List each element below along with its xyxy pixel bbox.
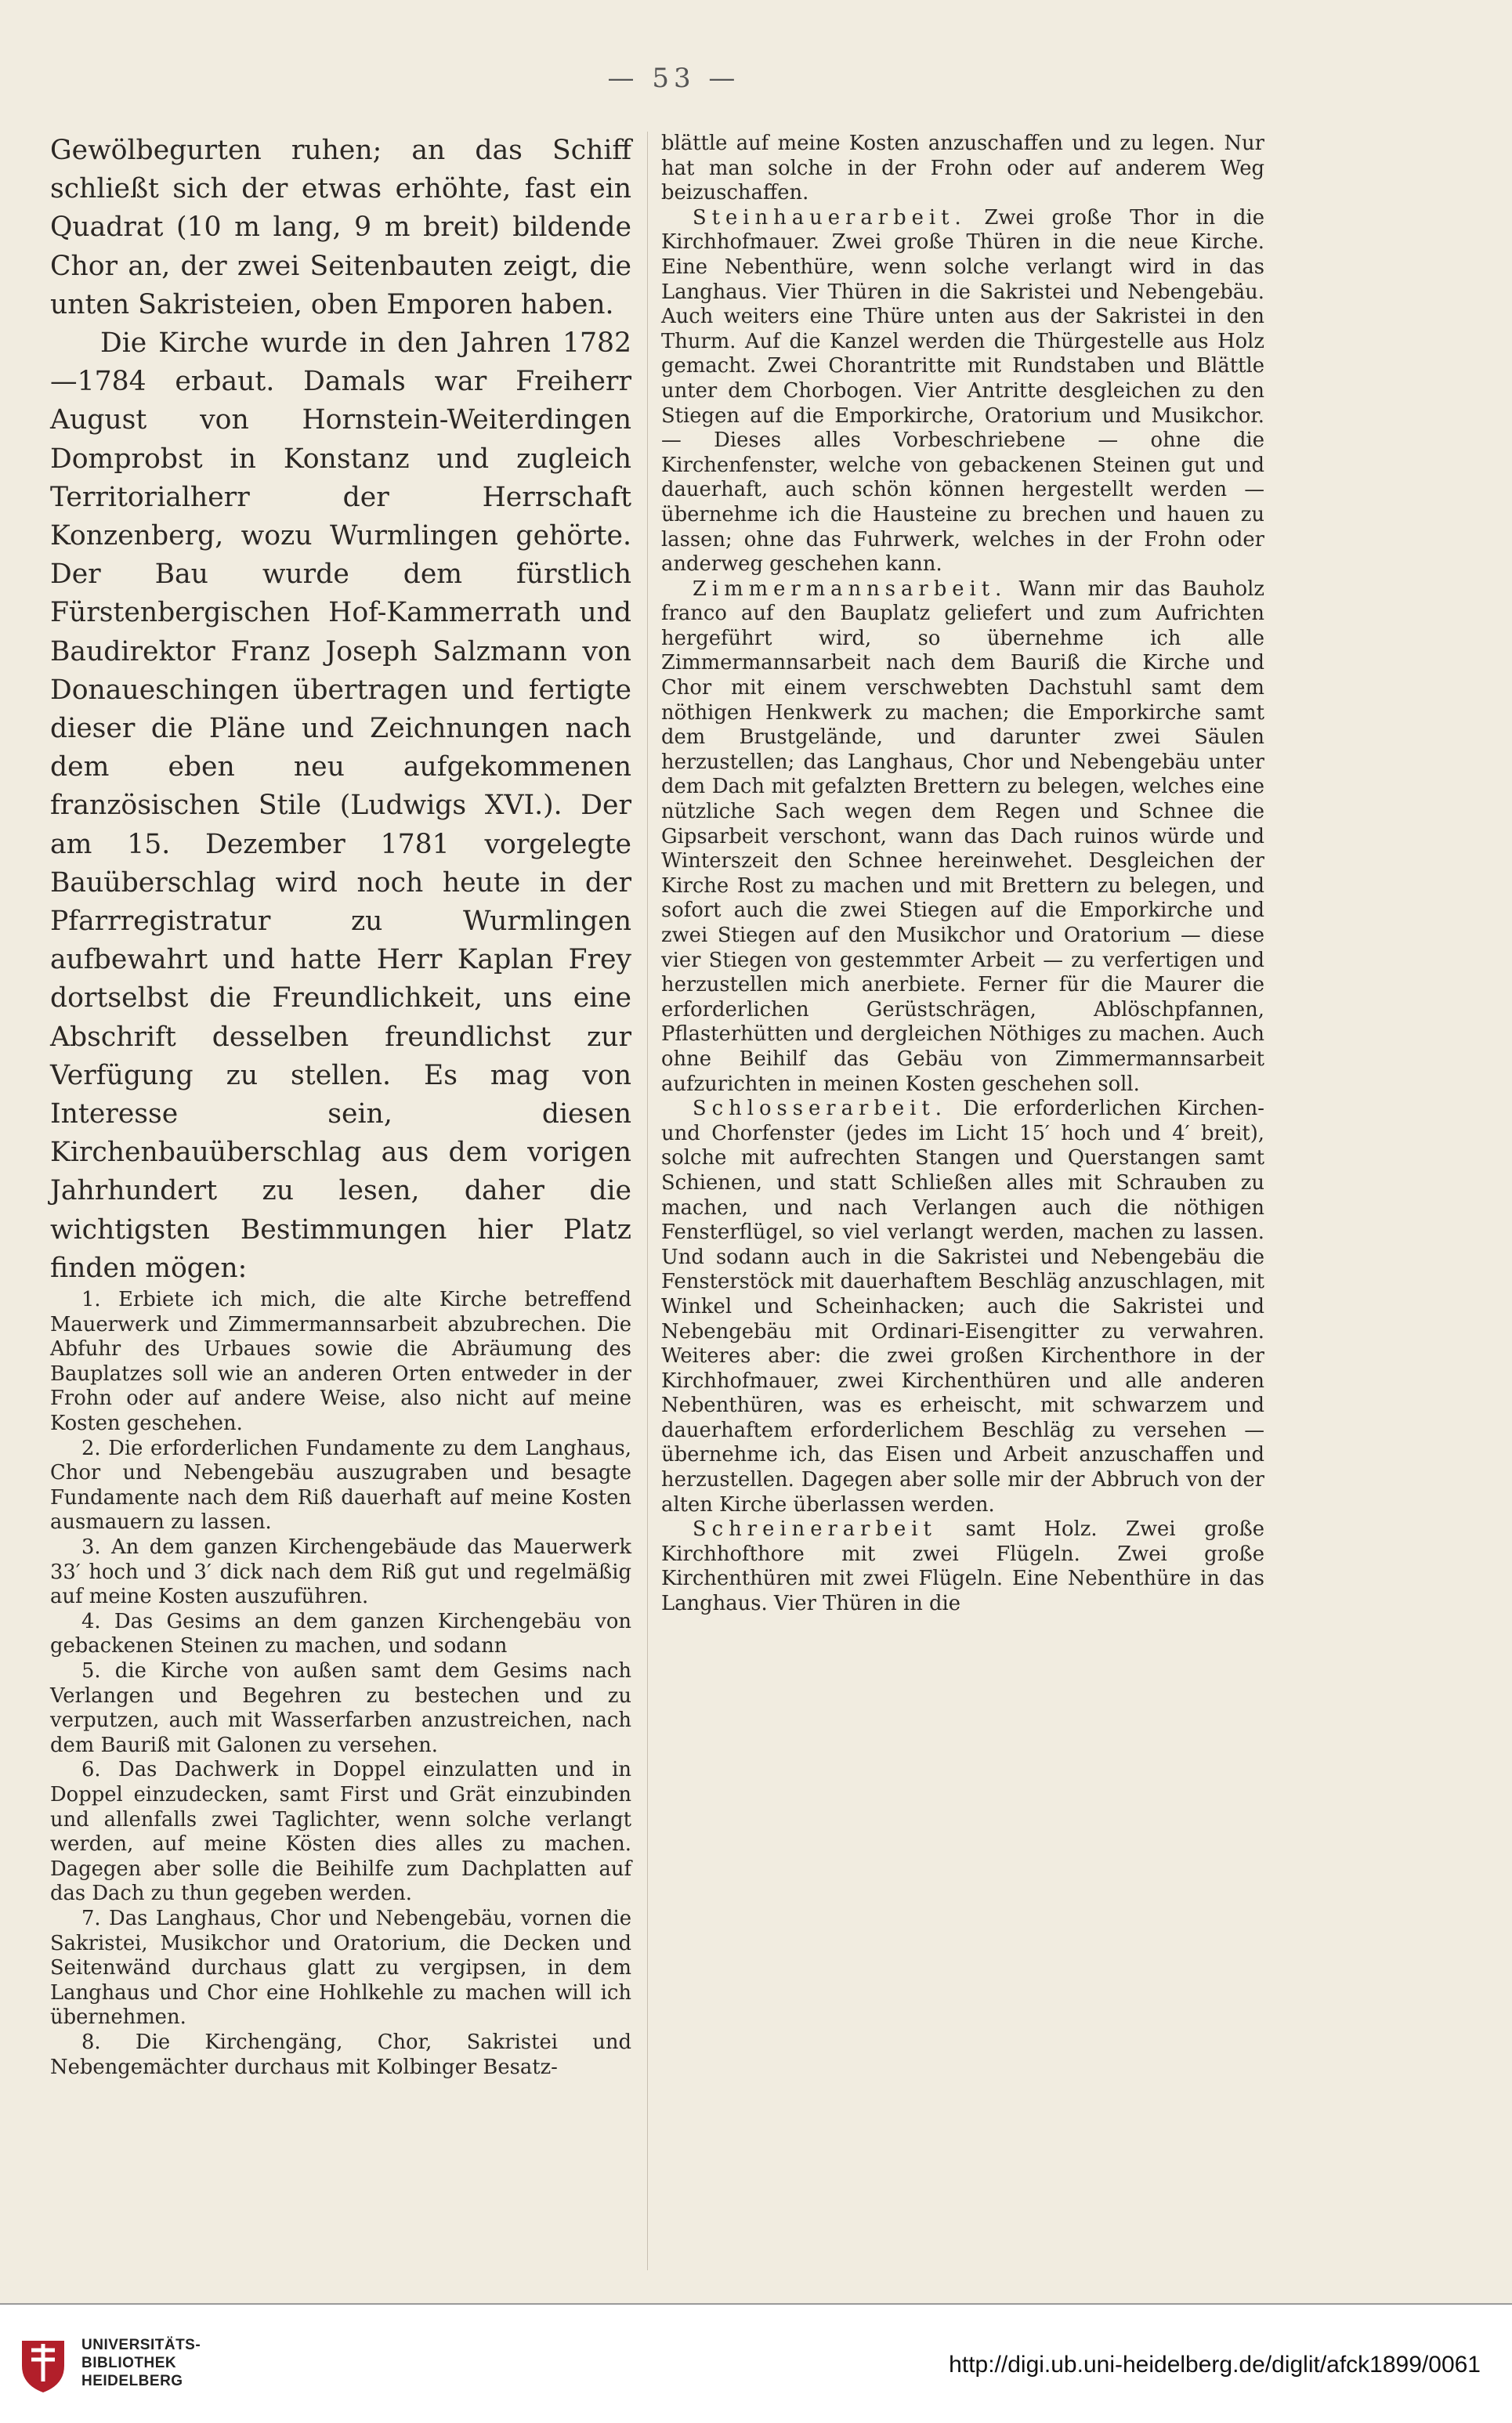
section-text: Die erforderlichen Kirchen- und Chorfenster (jedes im Licht 15′ hoch und 4′ breit), solche mit aufrechten Stangen und Querstangen samt Schienen, und statt Schließen alles mit Schrauben zu machen, und nach Verlangen auch die nöthigen Fensterflügel, so viel verlangt werden, machen zu lassen. Und sodann auch in die Sakristei und Nebengebäu die Fensterstöck mit dauerhaftem Beschläg anzuschlagen, mit Winkel und Scheinhacken; auch die Sakristei und Nebengebäu mit Ordinari-Eisengitter zu verwahren. Weiteres aber: die zwei großen Kirchenthore in der Kirchhofmauer, zwei Kirchenthüren und alle anderen Nebenthüren, was es erheischt, mit schwarzem und dauerhaftem erforderlichem Beschläg zu versehen — übernehme ich, das Eisen und Arbeit anzuschaffen und herzustellen. Dagegen aber solle mir der Abbruch von der alten Kirche überlassen werden.: [661, 1097, 1265, 1517]
university-seal-icon: [17, 2333, 69, 2396]
body-paragraph: Die Kirche wurde in den Jahren 1782—1784 erbaut. Damals war Freiherr August von Hornstein-Weiterdingen Domprobst in Konstanz und zugleich Territorialherr der Herrschaft Konzenberg, wozu Wurmlingen gehörte. Der Bau wurde dem fürstlich Fürstenbergischen Hof-Kammerrath und Baudirektor Franz Joseph Salzmann von Donaueschingen übertragen und fertigte dieser die Pläne und Zeichnungen nach dem eben neu aufgekommenen französischen Stile (Ludwigs XVI.). Der am 15. Dezember 1781 vorgelegte Bauüberschlag wird noch heute in der Pfarrregistratur zu Wurmlingen aufbewahrt und hatte Herr Kaplan Frey dortselbst die Freundlichkeit, uns eine Abschrift desselben freundlichst zur Verfügung zu stellen. Es mag von Interesse sein, diesen Kirchenbauüberschlag aus dem vorigen Jahrhundert zu lesen, daher die wichtigsten Bestimmungen hier Platz finden mögen:: [50, 327, 631, 1284]
list-item-paragraph: 8. Die Kirchengäng, Chor, Sakristei und Nebengemächter durchaus mit Kolbinger Besatz-: [50, 2030, 631, 2079]
list-item-paragraph: 5. die Kirche von außen samt dem Gesims nach Verlangen und Begehren zu bestechen und zu verputzen, auch mit Wasserfarben anzustreichen, nach dem Bauriß mit Galonen zu versehen.: [50, 1659, 631, 1757]
logo-line-1: UNIVERSITÄTS-: [81, 2337, 201, 2353]
section-paragraph: [661, 206, 1264, 577]
body-paragraph: Gewölbegurten ruhen; an das Schiff schließt sich der etwas erhöhte, fast ein Quadrat (10 m lang, 9 m breit) bildende Chor an, der zwei Seitenbauten zeigt, die unten Sakristeien, oben Emporen haben.: [50, 135, 631, 320]
section-text: Wann mir das Bauholz franco auf den Bauplatz geliefert und zum Aufrichten hergeführt wird, so übernehme ich alle Zimmermannsarbeit nach dem Bauriß die Kirche und Chor mit einem verschwebten Dachstuhl samt dem nöthigen Henkwerk zu machen; die Emporkirche samt dem Brustgeländе, und darunter zwei Säulen herzustellen; das Langhaus, Chor und Nebengebäu unter dem Dach mit gefalzten Brettern zu belegen, welches eine nützliche Sach wegen dem Regen und Schnee die Gipsarbeit verschont, wann das Dach ruinos würde und Winterszeit den Schnee hereinwehet. Desgleichen der Kirche Rost zu machen und mit Brettern zu belegen, und sofort auch die zwei Stiegen auf die Emporkirche und zwei Stiegen auf den Musikchor und Oratorium — diese vier Stiegen von gestemmter Arbeit — zu verfertigen und herzustellen mich anerbiete. Ferner für die Maurer die erforderlichen Gerüstschrägen, Ablöschpfannen, Pflasterhütten und dergleichen Nöthiges zu machen. Auch ohne Beihilf das Gebäu von Zimmermannsarbeit aufzurichten in meinen Kosten geschehen soll.: [661, 577, 1264, 1096]
section-paragraph: [661, 1517, 1264, 1616]
list-item-paragraph: 4. Das Gesims an dem ganzen Kirchengebäu von gebackenen Steinen zu machen, und sodann: [50, 1609, 631, 1658]
right-column: [661, 132, 1264, 1617]
list-item-paragraph: 2. Die erforderlichen Fundamente zu dem Langhaus, Chor und Nebengebäu auszugraben und besagte Fundamente nach dem Riß dauerhaft auf meine Kosten ausmauern zu lassen.: [50, 1436, 631, 1535]
section-text: samt Holz. Zwei große Kirchhofthore mit zwei Flügeln. Zwei große Kirchenthüren mit zwei Flügeln. Eine Nebenthüre in das Langhaus. Vier Thüren in die: [661, 1517, 1264, 1616]
logo-line-3: HEIDELBERG: [81, 2373, 183, 2389]
left-column: [50, 132, 631, 2080]
section-paragraph: [661, 132, 1264, 206]
source-url-link[interactable]: http://digi.ub.uni-heidelberg.de/diglit/afck1899/0061: [949, 2352, 1481, 2378]
section-text: blättle auf meine Kosten anzuschaffen und zu legen. Nur hat man solche in der Frohn oder auf anderem Weg beizuschaffen.: [661, 132, 1264, 205]
list-item-paragraph: 3. An dem ganzen Kirchengebäude das Mauerwerk 33′ hoch und 3′ dick nach dem Riß gut und regelmäßig auf meine Kosten auszuführen.: [50, 1535, 631, 1609]
section-heading: Schlosserarbeit.: [693, 1097, 947, 1121]
page-number: — 53 —: [607, 63, 740, 94]
list-item-paragraph: 6. Das Dachwerk in Doppel einzulatten und in Doppel einzudecken, samt First und Grät einzubinden und allenfalls zwei Taglichter, wenn solche verlangt werden, auf meine Kösten dies alles zu machen. Dagegen aber solle die Beihilfe zum Dachplatten auf das Dach zu thun gegeben werden.: [50, 1758, 631, 1906]
section-paragraph: [661, 1097, 1264, 1517]
footer-bar: [0, 2303, 1512, 2423]
section-heading: Schreinerarbeit: [693, 1517, 937, 1542]
list-item-paragraph: 1. Erbiete ich mich, die alte Kirche betreffend Mauerwerk und Zimmermannsarbeit abzubrechen. Die Abfuhr des Urbaues sowie die Abräumung des Bauplatzes soll wie an anderen Orten entweder in der Frohn oder auf andere Weise, also nicht auf meine Kosten geschehen.: [50, 1288, 631, 1436]
section-heading: Zimmermannsarbeit.: [693, 577, 1007, 601]
library-logo[interactable]: [81, 2336, 201, 2390]
section-text: Zwei große Thor in die Kirchhofmauer. Zwei große Thüren in die neue Kirche. Eine Nebenthüre, wenn solche verlangt wird in das Langhaus. Vier Thüren in die Sakristei und Nebengebäu. Auch weiters eine Thüre unten aus der Sakristei in den Thurm. Auf die Kanzel werden die Thürgestelle aus Holz gemacht. Zwei Chorantritte mit Rundstaben und Blättle unter dem Chorbogen. Vier Antritte desgleichen zu den Stiegen auf die Emporkirche, Oratorium und Musikchor. — Dieses alles Vorbeschriebene — ohne die Kirchenfenster, welche von gebackenen Steinen gut und dauerhaft, auch schön können hergestellt werden — übernehme ich die Hausteine zu brechen und hauen zu lassen; ohne das Fuhrwerk, welches in der Frohn oder anderweg geschehen kann.: [661, 205, 1264, 577]
column-divider: [647, 132, 648, 2270]
list-item-paragraph: 7. Das Langhaus, Chor und Nebengebäu, vornen die Sakristei, Musikchor und Oratorium, die Decken und Seitenwänd durchaus glatt zu vergipsen, in dem Langhaus und Chor eine Hohlkehle zu machen will ich übernehmen.: [50, 1906, 631, 2030]
section-paragraph: [661, 577, 1264, 1097]
section-heading: Steinhauerarbeit.: [693, 205, 967, 230]
logo-line-2: BIBLIOTHEK: [81, 2355, 177, 2371]
